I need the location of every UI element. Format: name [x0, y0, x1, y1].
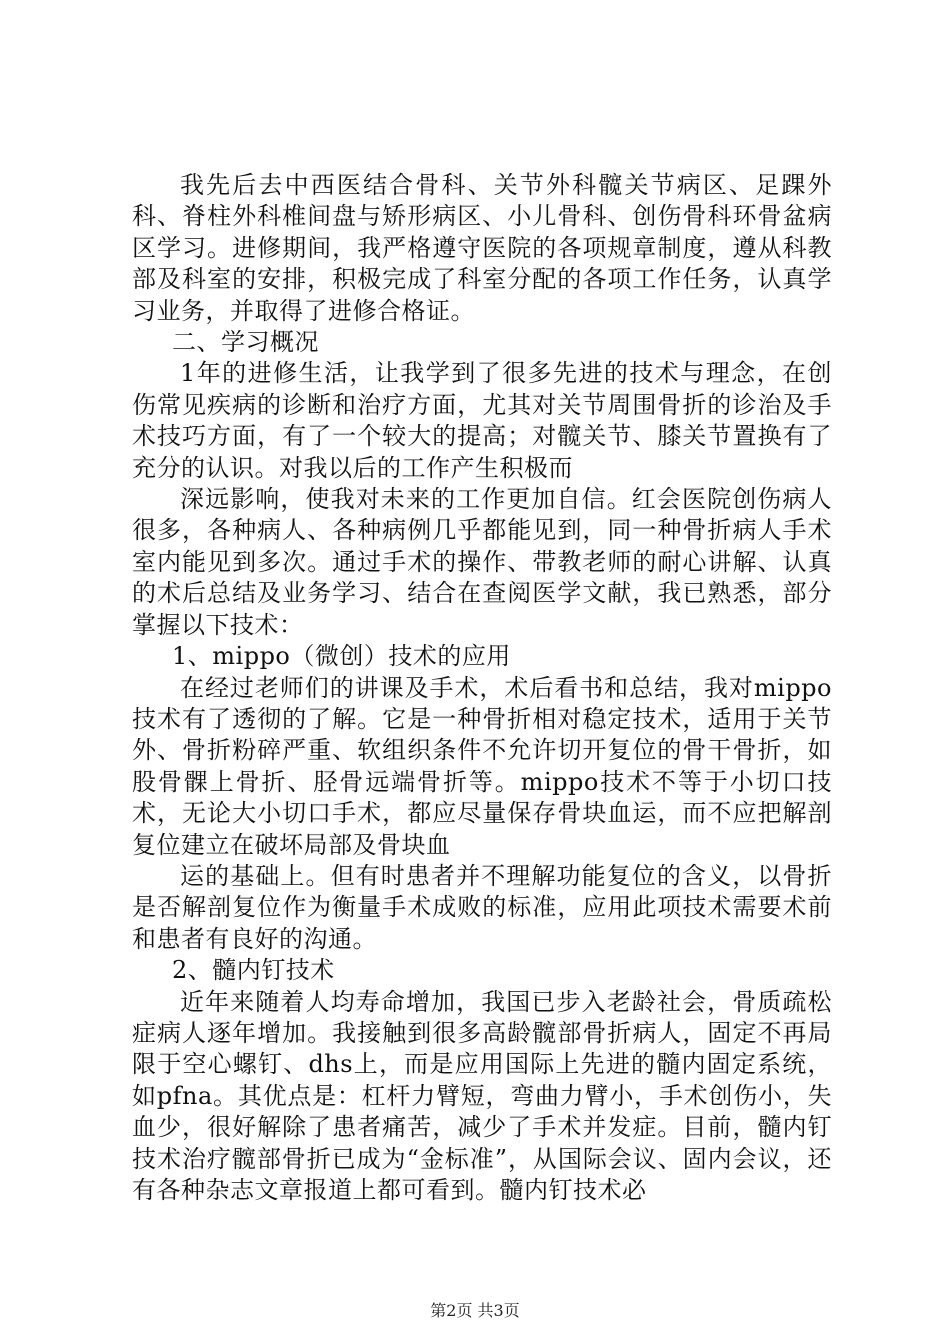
- subheading-intramedullary-nail: 2、髓内钉技术: [172, 956, 335, 985]
- page-footer: 第2页 共3页: [430, 1301, 520, 1320]
- paragraph-study-summary: 1年的进修生活，让我学到了很多先进的技术与理念，在创伤常见疾病的诊断和治疗方面，尤其对关节周围骨折的诊治及手术技巧方面，有了一个较大的提高；对髋关节、膝关节置换有了充分的认识。对我以后的工作产生积极而: [132, 359, 832, 482]
- paragraph-intro: 我先后去中西医结合骨科、关节外科髋关节病区、足踝外科、脊柱外科椎间盘与矫形病区、小儿骨科、创伤骨科环骨盆病区学习。进修期间，我严格遵守医院的各项规章制度，遵从科教部及科室的安排，积极完成了科室分配的各项工作任务，认真学习业务，并取得了进修合格证。: [132, 171, 832, 325]
- section-heading-study-overview: 二、学习概况: [172, 328, 319, 357]
- paragraph-study-impact: 深远影响，使我对未来的工作更加自信。红会医院创伤病人很多，各种病人、各种病例几乎都能见到，同一种骨折病人手术室内能见到多次。通过手术的操作、带教老师的耐心讲解、认真的术后总结及业务学习、结合在查阅医学文献，我已熟悉，部分掌握以下技术：: [132, 485, 832, 639]
- paragraph-intramedullary-nail: 近年来随着人均寿命增加，我国已步入老龄社会，骨质疏松症病人逐年增加。我接触到很多高龄髋部骨折病人，固定不再局限于空心螺钉、dhs上，而是应用国际上先进的髓内固定系统，如pfna。其优点是：杠杆力臂短，弯曲力臂小，手术创伤小，失血少，很好解除了患者痛苦，减少了手术并发症。目前，髓内钉技术治疗髋部骨折已成为“金标准”，从国际会议、固内会议，还有各种杂志文章报道上都可看到。髓内钉技术必: [132, 987, 832, 1204]
- paragraph-mippo-communication: 运的基础上。但有时患者并不理解功能复位的含义，以骨折是否解剖复位作为衡量手术成败的标准，应用此项技术需要术前和患者有良好的沟通。: [132, 861, 832, 953]
- document-body: [132, 170, 832, 1206]
- subheading-mippo: 1、mippo（微创）技术的应用: [172, 642, 511, 671]
- paragraph-mippo-details: 在经过老师们的讲课及手术，术后看书和总结，我对mippo技术有了透彻的了解。它是一种骨折相对稳定技术，适用于关节外、骨折粉碎严重、软组织条件不允许切开复位的骨干骨折，如股骨髁上骨折、胫骨远端骨折等。mippo技术不等于小切口技术，无论大小切口手术，都应尽量保存骨块血运，而不应把解剖复位建立在破坏局部及骨块血: [132, 673, 832, 859]
